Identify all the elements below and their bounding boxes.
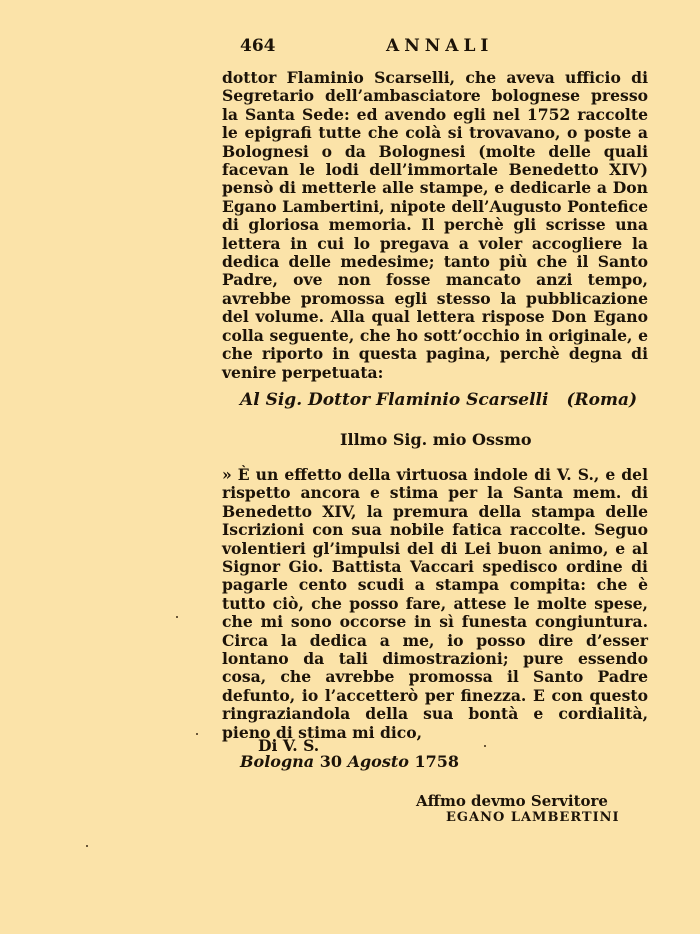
paper-speck — [196, 733, 198, 735]
date-place: Bologna — [240, 752, 315, 771]
letter-dateline — [240, 752, 459, 771]
running-head: ANNALI — [386, 36, 494, 56]
signature-name: EGANO LAMBERTINI — [446, 810, 620, 825]
page-header — [240, 36, 650, 60]
letter-address — [240, 390, 637, 410]
signature-title: Affmo devmo Servitore — [416, 792, 608, 810]
paper-speck — [484, 745, 486, 747]
date-day: 30 — [319, 752, 342, 771]
date-month: Agosto — [347, 752, 409, 771]
letter-body: » È un effetto della virtuosa indole di V. S., e del rispetto ancora e stima per la Santa mem. di Benedetto XIV, la premura della stampa delle Iscrizioni con sua nobile fatica raccolte. Seguo volentieri gl’impulsi del di Lei buon animo, e al Signor Gio. Battista Vaccari spedisco ordine di pagarle cento scudi a stampa compita: che è tutto ciò, che posso fare, attese le molte spese, che mi sono occorse in sì funesta congiuntura. Circa la dedica a me, io posso dire d’esser lontano da tali dimostrazioni; pure essendo cosa, che avrebbe promossa il Santo Padre defunto, io l’accetterò per finezza. E con questo ringraziandola della sua bontà e cordialità, pieno di stima mi dico, — [222, 465, 648, 742]
address-name: Al Sig. Dottor Flaminio Scarselli — [240, 390, 549, 410]
intro-paragraph: dottor Flaminio Scarselli, che aveva ufficio di Segretario dell’ambasciatore bolognese presso la Santa Sede: ed avendo egli nel 1752 raccolte le epigrafi tutte che colà si trovavano, o poste a Bolognesi o da Bolognesi (molte delle quali facevan le lodi dell’immortale Benedetto XIV) pensò di metterle alle stampe, e dedicarle a Don Egano Lambertini, nipote dell’Augusto Pontefice di gloriosa memoria. Il perchè gli scrisse una lettera in cui lo pregava a voler accogliere la dedica delle medesime; tanto più che il Santo Padre, ove non fosse mancato anzi tempo, avrebbe promossa egli stesso la pubblicazione del volume. Alla qual lettera rispose Don Egano colla seguente, che ho sott’occhio in originale, e che riporto in questa pagina, perchè degna di venire perpetuata: — [222, 68, 648, 382]
page-number: 464 — [240, 36, 276, 56]
address-city: (Roma) — [566, 390, 638, 410]
letter-closing: Di V. S. — [258, 736, 320, 755]
date-year: 1758 — [414, 752, 460, 771]
letter-salutation: Illmo Sig. mio Ossmo — [340, 430, 532, 449]
paper-speck — [86, 845, 88, 847]
paper-speck — [176, 616, 178, 618]
